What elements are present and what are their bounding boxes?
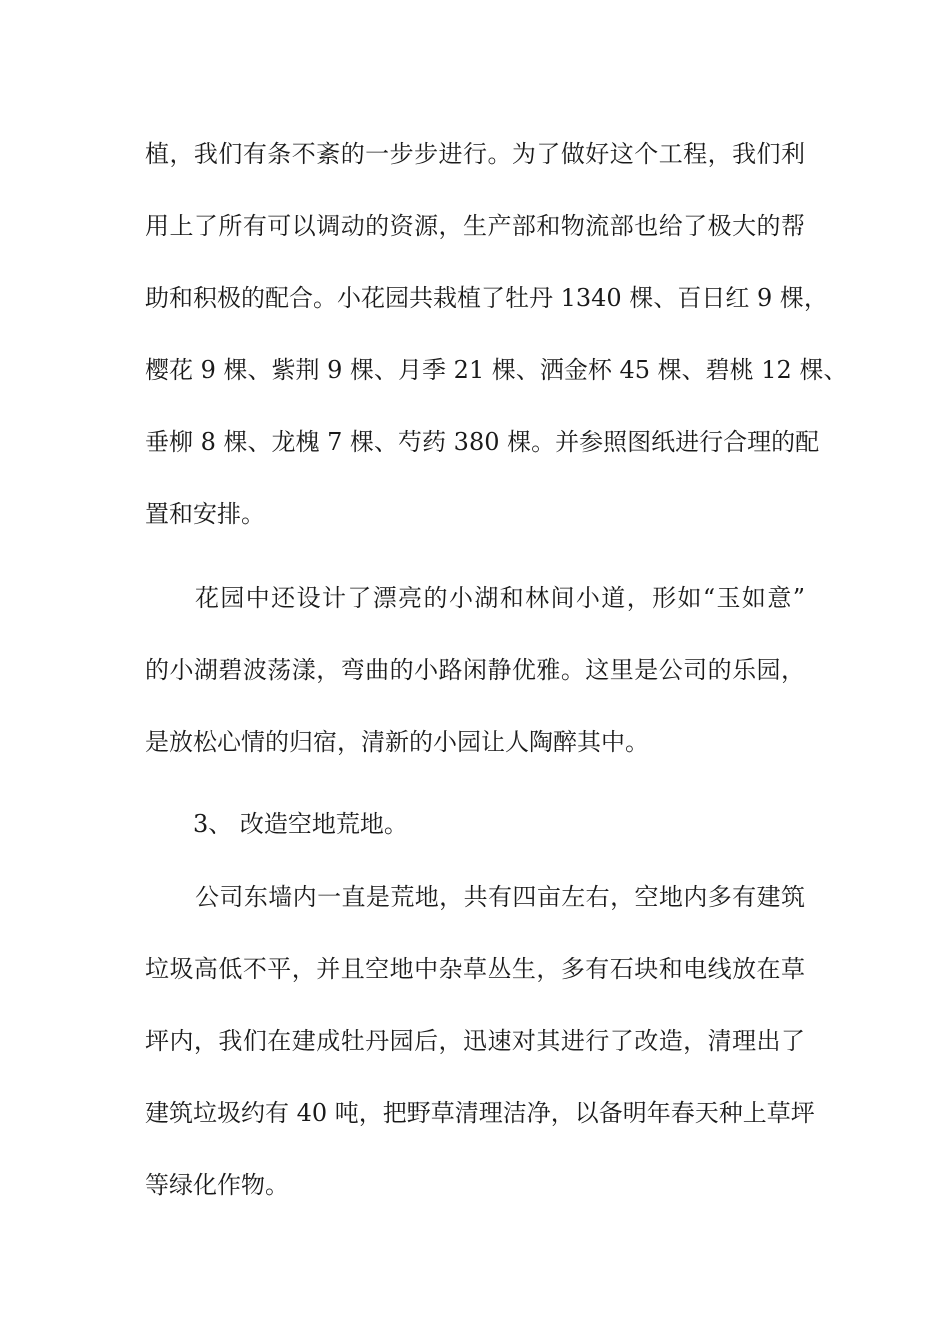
paragraph-line: 等绿化作物。	[145, 1171, 289, 1199]
paragraph-line: 坪内，我们在建成牡丹园后，迅速对其进行了改造，清理出了	[145, 1027, 805, 1055]
paragraph-line: 垃圾高低不平，并且空地中杂草丛生，多有石块和电线放在草	[145, 955, 805, 983]
paragraph-line: 樱花 9 棵、紫荆 9 棵、月季 21 棵、洒金杯 45 棵、碧桃 12 棵、	[145, 356, 848, 384]
paragraph-line: 花园中还设计了漂亮的小湖和林间小道，形如“玉如意”	[195, 584, 805, 612]
paragraph-line: 用上了所有可以调动的资源，生产部和物流部也给了极大的帮	[145, 212, 805, 240]
paragraph-line: 助和积极的配合。小花园共栽植了牡丹 1340 棵、百日红 9 棵，	[145, 284, 828, 312]
paragraph-line: 是放松心情的归宿，清新的小园让人陶醉其中。	[145, 728, 649, 756]
section-heading: 3、 改造空地荒地。	[193, 810, 408, 838]
paragraph-line: 植，我们有条不紊的一步步进行。为了做好这个工程，我们利	[145, 140, 805, 168]
paragraph-line: 的小湖碧波荡漾，弯曲的小路闲静优雅。这里是公司的乐园，	[145, 656, 805, 684]
paragraph-line: 公司东墙内一直是荒地，共有四亩左右，空地内多有建筑	[195, 883, 805, 911]
paragraph-line: 置和安排。	[145, 500, 265, 528]
paragraph-line: 垂柳 8 棵、龙槐 7 棵、芍药 380 棵。并参照图纸进行合理的配	[145, 428, 820, 456]
paragraph-line: 建筑垃圾约有 40 吨，把野草清理洁净，以备明年春天种上草坪	[145, 1099, 815, 1127]
